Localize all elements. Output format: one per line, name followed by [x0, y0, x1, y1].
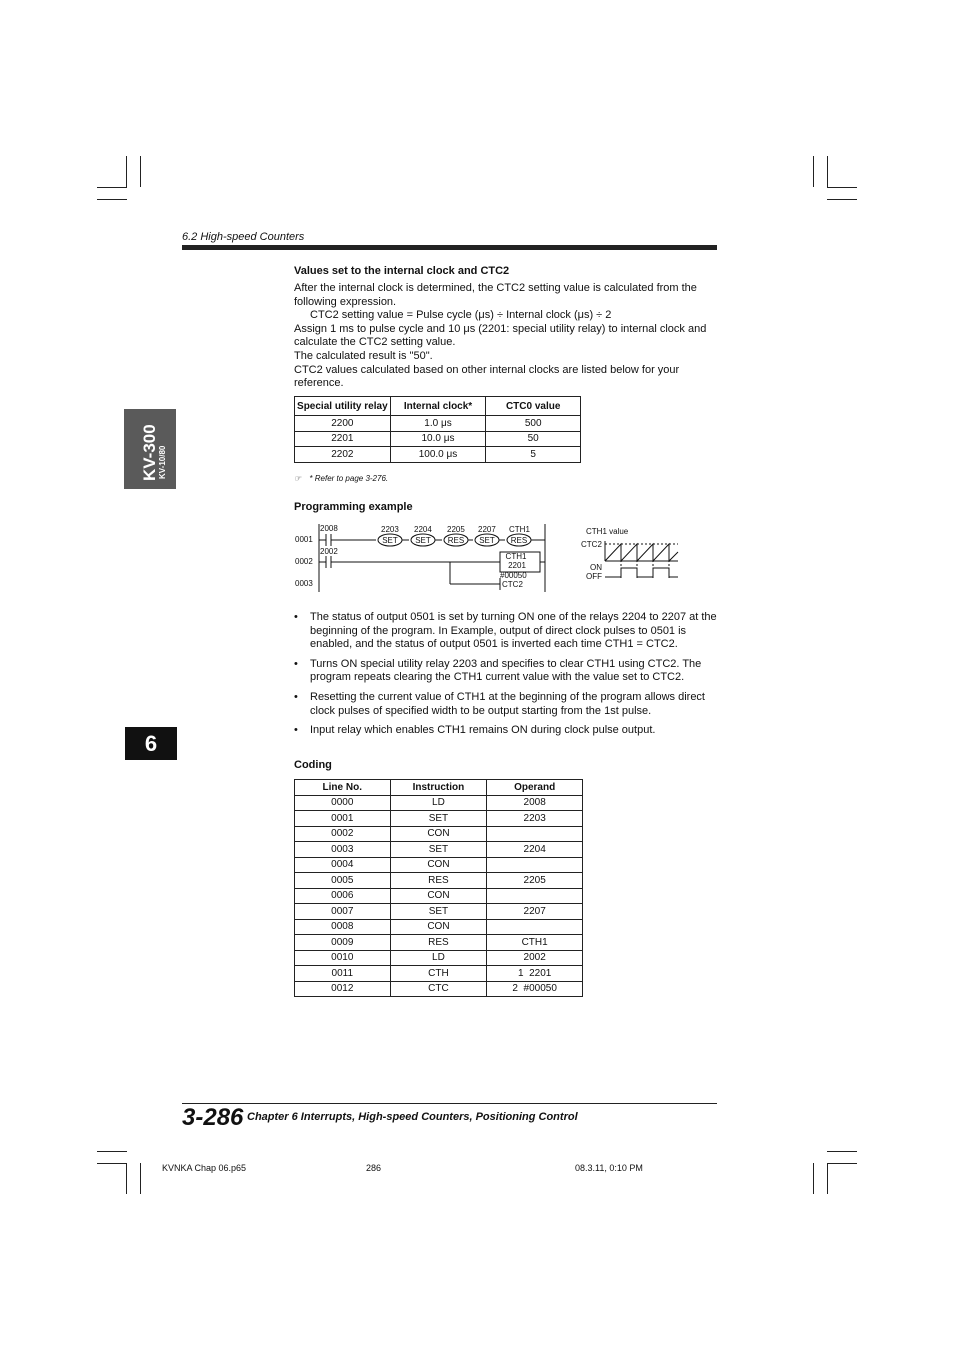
- crop-mark: [140, 156, 141, 187]
- table-row: [295, 447, 581, 463]
- timing-on-label: ON: [590, 563, 602, 572]
- table-cell: 0007: [295, 904, 391, 920]
- file-name: KVNKA Chap 06.p65: [162, 1163, 247, 1173]
- coil-type: SET: [382, 536, 398, 545]
- list-item: • Turns ON special utility relay 2203 and specifies to clear CTH1 using CTC2. The program repeats clearing the CTH1 current value with the value set to CTC2.: [294, 657, 702, 684]
- values-paragraph-1: After the internal clock is determined, the CTC2 setting value is calculated from the following expression.: [294, 282, 697, 308]
- coding-table-body: [295, 795, 583, 997]
- print-datetime: 08.3.11, 0:10 PM: [575, 1163, 643, 1173]
- crop-mark: [813, 1163, 814, 1194]
- table-cell: CON: [390, 857, 487, 873]
- cth-box-value: 2201: [508, 561, 526, 570]
- coil-type: RES: [510, 536, 528, 545]
- table-cell: SET: [390, 842, 487, 858]
- table-cell: CON: [390, 888, 487, 904]
- note-text: * Refer to page 3-276.: [309, 474, 389, 483]
- section-header: 6.2 High-speed Counters: [182, 231, 305, 243]
- page-number: 3-286: [182, 1104, 244, 1131]
- table-cell: 0008: [295, 919, 391, 935]
- bullet-list: [294, 611, 717, 744]
- table-cell: 1.0 μs: [390, 416, 486, 432]
- line-number: 0002: [295, 557, 313, 566]
- bullet-text: Turns ON special utility relay 2203 and specifies to clear CTH1 using CTC2. The program repeats clearing the CTH1 current value with the value set to CTC2.: [310, 657, 702, 684]
- table-cell: 2201: [295, 431, 391, 447]
- table-header: Special utility relay: [295, 397, 391, 416]
- ctc-box-name: CTC2: [502, 580, 523, 589]
- coil-number: 2205: [447, 525, 465, 534]
- cth-box-name: CTH1: [505, 552, 527, 561]
- side-tab-title: KV-300: [140, 424, 159, 481]
- chapter-title: Chapter 6 Interrupts, High-speed Counters, Positioning Control: [247, 1111, 578, 1123]
- table-cell: 0006: [295, 888, 391, 904]
- table-header: Operand: [487, 780, 583, 796]
- table-row: [295, 950, 583, 966]
- table-cell: [487, 826, 583, 842]
- table-cell: 2207: [487, 904, 583, 920]
- table-cell: 500: [486, 416, 581, 432]
- crop-mark: [827, 187, 857, 188]
- side-tab-subtitle: KV-10/80: [158, 445, 167, 479]
- coil-number: 2203: [381, 525, 399, 534]
- coil-number: CTH1: [509, 525, 530, 534]
- table-header: Instruction: [390, 780, 487, 796]
- table-row: [295, 416, 581, 432]
- table-row: [295, 919, 583, 935]
- crop-mark: [97, 1163, 127, 1164]
- table-row: [295, 873, 583, 889]
- chapter-tab: 6: [125, 727, 177, 760]
- table-cell: CON: [390, 919, 487, 935]
- table-cell: 5: [486, 447, 581, 463]
- table-cell: CTH1: [487, 935, 583, 951]
- contact-label: 2008: [320, 524, 338, 533]
- table-cell: 1 2201: [487, 966, 583, 982]
- timing-title: CTH1 value: [586, 527, 629, 536]
- table-header-row: [295, 397, 581, 416]
- table-cell: LD: [390, 950, 487, 966]
- table-cell: RES: [390, 935, 487, 951]
- crop-mark: [126, 156, 127, 187]
- crop-mark: [827, 1163, 828, 1194]
- side-tab-label: [124, 409, 176, 489]
- footer-rule: [182, 1103, 717, 1104]
- table-cell: LD: [390, 795, 487, 811]
- table-cell: 0011: [295, 966, 391, 982]
- values-body: [294, 282, 716, 391]
- table-row: [295, 842, 583, 858]
- page-number-small: 286: [366, 1163, 382, 1173]
- list-item: • Input relay which enables CTH1 remains ON during clock pulse output.: [294, 724, 656, 737]
- values-paragraph-2: Assign 1 ms to pulse cycle and 10 μs (2201: special utility relay) to internal clock and calculate the CTC2 setting value.: [294, 322, 707, 349]
- table-cell: 0002: [295, 826, 391, 842]
- table-row: [295, 935, 583, 951]
- table-cell: SET: [390, 811, 487, 827]
- table-row: [295, 857, 583, 873]
- table-header: CTC0 value: [486, 397, 581, 416]
- programming-heading: Programming example: [294, 501, 413, 513]
- table-cell: 0001: [295, 811, 391, 827]
- list-item: • The status of output 0501 is set by turning ON one of the relays 2204 to 2207 at the beginning of the program. In Example, output of direct clock pulses to 0501 is enabled, and the status of output 0501 is inverted each time CTH1 = CTC2.: [294, 611, 717, 651]
- table-cell: CTC: [390, 981, 487, 997]
- table-row: [295, 981, 583, 997]
- crop-mark: [140, 1163, 141, 1194]
- coil-type: SET: [415, 536, 431, 545]
- table-cell: [487, 857, 583, 873]
- table-cell: [487, 888, 583, 904]
- timing-chart: [578, 524, 688, 586]
- table-cell: CON: [390, 826, 487, 842]
- values-paragraph-4: CTC2 values calculated based on other internal clocks are listed below for your reference.: [294, 363, 680, 390]
- ctc-box-value: #00050: [500, 571, 527, 580]
- table-row: [295, 431, 581, 447]
- coil-type: SET: [479, 536, 495, 545]
- list-item: • Resetting the current value of CTH1 at the beginning of the program allows direct clock pulses of specified width to be output starting from the 1st pulse.: [294, 690, 705, 717]
- table-row: [295, 811, 583, 827]
- crop-mark: [126, 1163, 127, 1194]
- crop-mark: [827, 199, 857, 200]
- table-cell: 2202: [295, 447, 391, 463]
- side-tab: [124, 409, 176, 489]
- table-header: Internal clock*: [390, 397, 486, 416]
- crop-mark: [97, 1151, 127, 1152]
- crop-mark: [97, 199, 127, 200]
- table-cell: 2008: [487, 795, 583, 811]
- table-row: [295, 826, 583, 842]
- table-cell: 2204: [487, 842, 583, 858]
- reference-note: [294, 474, 388, 483]
- header-rule: [182, 245, 717, 250]
- values-heading: Values set to the internal clock and CTC2: [294, 265, 510, 277]
- coding-table: [294, 779, 583, 997]
- table-cell: SET: [390, 904, 487, 920]
- values-paragraph-3: The calculated result is "50".: [294, 349, 433, 362]
- timing-ctc2-label: CTC2: [581, 540, 602, 549]
- formula: CTC2 setting value = Pulse cycle (μs) ÷ Internal clock (μs) ÷ 2: [310, 309, 612, 322]
- crop-mark: [827, 156, 828, 187]
- table-cell: 2 #00050: [487, 981, 583, 997]
- contact-label: 2002: [320, 547, 338, 556]
- coil-type: RES: [447, 536, 465, 545]
- crop-mark: [97, 187, 127, 188]
- table-cell: 0010: [295, 950, 391, 966]
- crop-mark: [827, 1163, 857, 1164]
- table-cell: 2203: [487, 811, 583, 827]
- clock-table: [294, 396, 581, 463]
- line-number: 0001: [295, 535, 313, 544]
- table-cell: 0012: [295, 981, 391, 997]
- crop-mark: [813, 156, 814, 187]
- table-row: [295, 904, 583, 920]
- table-cell: 2200: [295, 416, 391, 432]
- table-cell: [487, 919, 583, 935]
- table-cell: 0000: [295, 795, 391, 811]
- bullet-text: The status of output 0501 is set by turning ON one of the relays 2204 to 2207 at the beginning of the program. In Example, output of direct clock pulses to 0501 is enabled, and the status of output 0501 is inverted each time CTH1 = CTC2.: [310, 611, 717, 651]
- table-cell: 2002: [487, 950, 583, 966]
- timing-off-label: OFF: [586, 572, 602, 581]
- table-cell: 2205: [487, 873, 583, 889]
- line-number: 0003: [295, 579, 313, 588]
- table-cell: 0005: [295, 873, 391, 889]
- hand-pointer-icon: ☞: [294, 474, 302, 483]
- table-row: [295, 888, 583, 904]
- table-row: [295, 795, 583, 811]
- table-cell: 10.0 μs: [390, 431, 486, 447]
- coding-heading: Coding: [294, 759, 332, 771]
- table-cell: 50: [486, 431, 581, 447]
- coil-number: 2207: [478, 525, 496, 534]
- crop-mark: [827, 1151, 857, 1152]
- table-header-row: [295, 780, 583, 796]
- table-header: Line No.: [295, 780, 391, 796]
- table-cell: 100.0 μs: [390, 447, 486, 463]
- table-cell: RES: [390, 873, 487, 889]
- bullet-text: Resetting the current value of CTH1 at the beginning of the program allows direct clock pulses of specified width to be output starting from the 1st pulse.: [310, 690, 705, 717]
- table-cell: 0009: [295, 935, 391, 951]
- table-cell: 0004: [295, 857, 391, 873]
- table-cell: CTH: [390, 966, 487, 982]
- table-row: [295, 966, 583, 982]
- table-cell: 0003: [295, 842, 391, 858]
- coil-number: 2204: [414, 525, 432, 534]
- bullet-text: Input relay which enables CTH1 remains ON during clock pulse output.: [310, 724, 656, 737]
